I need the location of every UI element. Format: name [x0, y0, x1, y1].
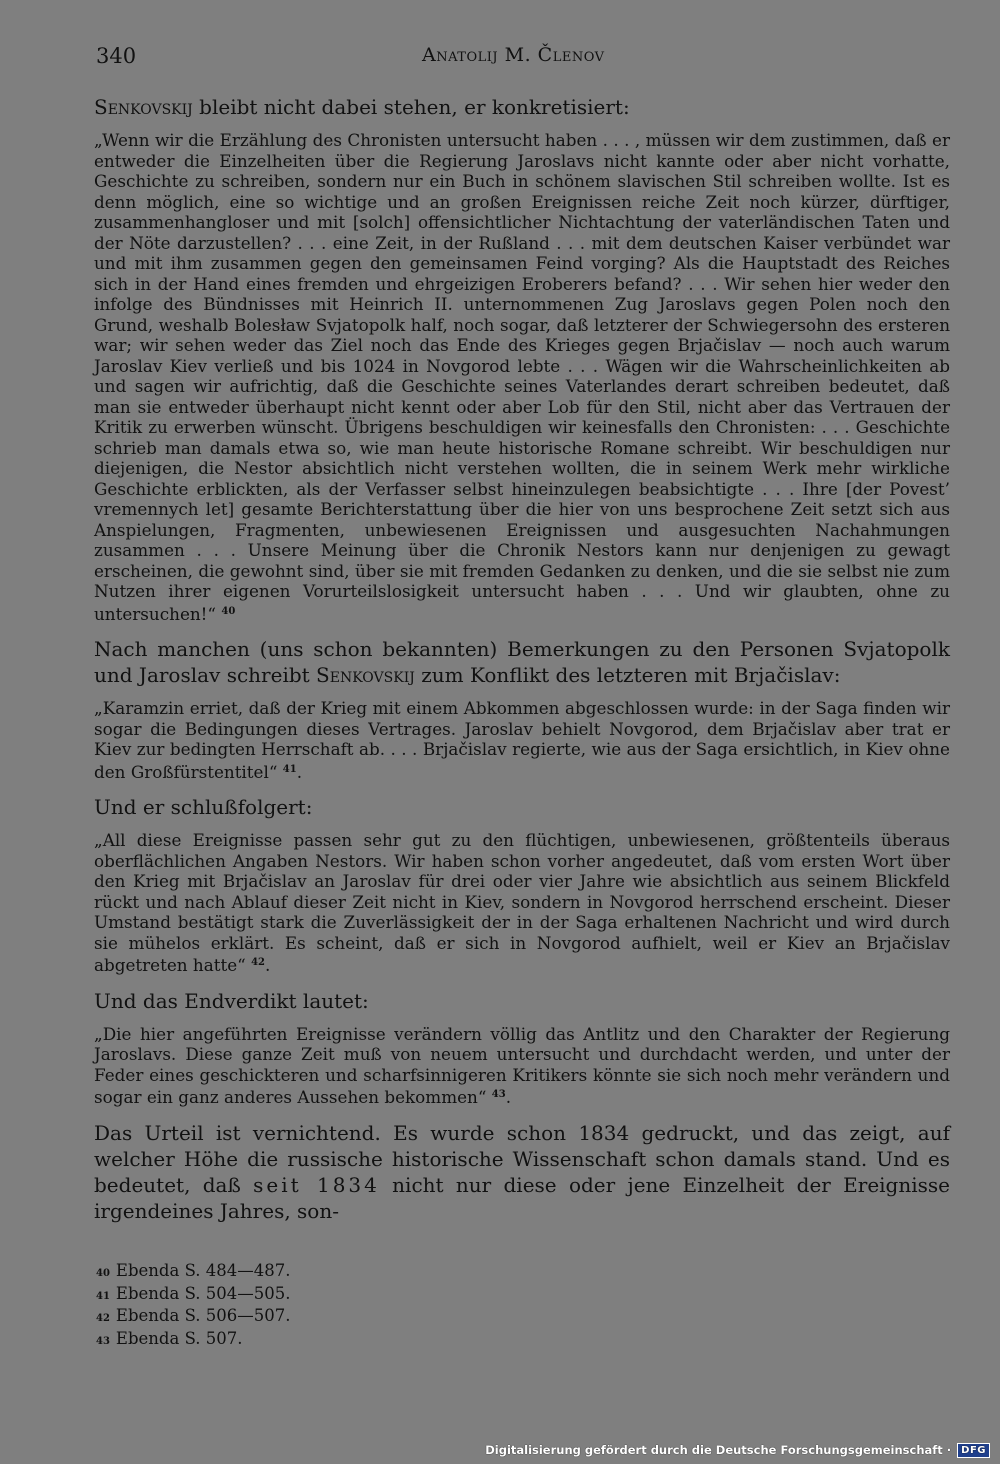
author-name-2: Senkovskij: [316, 663, 415, 687]
paragraph-intro-text: bleibt nicht dabei stehen, er konkretisiert:: [192, 95, 630, 119]
paragraph-5-text-a: Das Urteil ist vernichtend. Es wurde schon 1834 gedruckt, und das zeigt, auf welcher Höhe die russische historische Wissenschaft schon damals stand. Und es bedeutet, daß: [94, 1120, 950, 1197]
page-header: [96, 44, 951, 74]
quote-4: „Die hier angeführten Ereignisse verändern völlig das Antlitz und den Charakter der Regierung Jaroslavs. Diese ganze Zeit muß von neuem untersucht und durchdacht werden, und unter der Feder eines geschickteren und scharfsinnigeren Kritikers könnte sie sich noch mehr verändern und sogar ein ganz anderes Aussehen bekommen“ $^{43}$.: [94, 1023, 950, 1107]
paragraph-4: Und das Endverdikt lautet:: [94, 988, 369, 1013]
quote-4-text: „Die hier angeführten Ereignisse verändern völlig das Antlitz und den Charakter der Regierung Jaroslavs. Diese ganze Zeit muß von neuem untersucht und durchdacht werden, und unter der Feder eines geschickteren und scharfsinnigeren Kritikers könnte sie sich noch mehr verändern und sogar ein ganz anderes Aussehen bekommen“: [94, 1023, 950, 1107]
paragraph-intro: [94, 94, 950, 120]
digitization-credit: [485, 1440, 990, 1460]
footnote-ref-43: 43: [491, 1089, 506, 1100]
paragraph-2-text-b: zum Konflikt des letzteren mit Brjačislav:: [414, 663, 841, 687]
footnote-item: [96, 1261, 496, 1284]
footnote-ref-42: 42: [251, 957, 266, 968]
paragraph-2: [94, 636, 950, 688]
footnote-text: Ebenda S. 484—487.: [115, 1261, 291, 1280]
quote-1: [94, 130, 950, 624]
paragraph-5-text-b: nicht nur diese oder jene Einzelheit der Ereignisse irgendeines Jahres, son-: [94, 1172, 950, 1223]
footnote-item: [96, 1306, 496, 1329]
author-name: Senkovskij: [94, 95, 193, 119]
quote-2: „Karamzin erriet, daß der Krieg mit einem Abkommen abgeschlossen wurde: in der Saga finden wir sogar die Bedingungen dieses Vertrages. Jaroslav behielt Novgorod, dem Brjačislav aber trat er Kiev zur bedingten Herrschaft ab. . . . Brjačislav regierte, wie aus der Saga ersichtlich, in Kiev ohne den Großfürstentitel“ $^{41}$.: [94, 698, 950, 782]
footnote-item: [96, 1284, 496, 1307]
footnote-text: Ebenda S. 504—505.: [115, 1283, 291, 1303]
paragraph-5: [94, 1120, 950, 1224]
footnote-ref-40: 40: [221, 605, 236, 617]
footnotes: [96, 1261, 496, 1351]
quote-3-text: „All diese Ereignisse passen sehr gut zu den flüchtigen, unbewiesenen, größtenteils überaus oberflächlichen Angaben Nestors. Wir haben schon vorher angedeutet, daß vom ersten Wort über den Krieg mit Brjačislav an Jaroslav für drei oder vier Jahre wie absichtlich aus seinem Blickfeld rückt und nach Ablauf dieser Zeit nicht in Kiev, sondern in Novgorod herrschend erscheint. Dieser Umstand bestätigt stark die Zuverlässigkeit der in der Saga erhaltenen Nachricht und wird durch sie mühelos erklärt. Es scheint, daß er sich in Novgorod aufhielt, weil er Kiev an Brjačislav abgetreten hatte“: [94, 830, 950, 975]
paragraph-2-text-a: Nach manchen (uns schon bekannten) Bemerkungen zu den Personen Svjatopolk und Jaroslav schreibt: [94, 637, 950, 687]
quote-1-text: „Wenn wir die Erzählung des Chronisten untersucht haben . . . , müssen wir dem zustimmen, daß er entweder die Einzelheiten über die Regierung Jaroslavs nicht kannte oder aber nicht vorhatte, Geschichte zu schreiben, sondern nur ein Buch in schönem slavischen Stil schreiben wollte. Ist es denn möglich, eine so wichtige und an großen Ereignissen reiche Zeit noch kürzer, dürftiger, zusammenhangloser und mit [solch] offensichtlicher Nichtachtung der vaterländischen Taten und der Nöte darzustellen? . . . eine Zeit, in der Rußland . . . mit dem deutschen Kaiser verbündet war und mit ihm zusammen gegen den gemeinsamen Feind vorging? Als die Hauptstadt des Reiches sich in der Hand eines fremden und ehrgeizigen Eroberers befand? . . . Wir sehen hier weder den infolge des Bündnisses mit Heinrich II. unternommenen Zug Jaroslavs gegen Polen noch den Grund, weshalb Bolesław Svjatopolk half, noch sogar, daß letzterer der Schwiegersohn des ersteren war; wir sehen weder das Ziel noch das Ende des Krieges gegen Brjačislav — noch auch warum Jaroslav Kiev verließ und bis 1024 in Novgorod lebte . . . Wägen wir die Wahrscheinlichkeiten ab und sagen wir aufrichtig, daß die Geschichte seines Vaterlandes derart schreiben bedeutet, daß man sie entweder überhaupt nicht kennt oder aber Lob für den Stil, nicht aber das Vertrauen der Kritik zu erwerben wünscht. Übrigens beschuldigen wir keinesfalls den Chronisten: . . . Geschichte schrieb man damals etwa so, wie man heute historische Romane schreibt. Wir beschuldigen nur diejenigen, die Nestor absichtlich nicht verstehen wollten, die in seinem Werk mehr wirkliche Geschichte erblickten, als der Verfasser selbst hineinzulegen beabsichtigte . . . Ihre [der Povest’ vremennych let] gesamte Berichterstattung über die hier von uns besprochene Zeit setzt sich aus Anspielungen, Fragmenten, unbewiesenen Ereignissen und ausgesuchten Nachahmungen zusammen . . . Unsere Meinung über die Chronik Nestors kann nur denjenigen zu gewagt erscheinen, die gewohnt sind, über sie mit fremden Gedanken zu denken, und die sie selbst nie zum Nutzen ihrer eigenen Vorurteilslosigkeit untersucht haben . . . Und wir glaubten, ohne zu untersuchen!“: [94, 130, 950, 624]
running-title: Anatolij M. Členov: [422, 44, 605, 66]
quote-2-text: „Karamzin erriet, daß der Krieg mit einem Abkommen abgeschlossen wurde: in der Saga finden wir sogar die Bedingungen dieses Vertrages. Jaroslav behielt Novgorod, dem Brjačislav aber trat er Kiev zur bedingten Herrschaft ab. . . . Brjačislav regierte, wie aus der Saga ersichtlich, in Kiev ohne den Großfürstentitel“: [94, 698, 950, 782]
emphasis-spaced: seit 1834: [253, 1172, 380, 1197]
paragraph-3: Und er schlußfolgert:: [94, 795, 313, 819]
footnote-ref-41: 41: [282, 763, 297, 775]
footnote-text: Ebenda S. 507.: [115, 1328, 243, 1348]
footnote-item: [96, 1329, 496, 1352]
credit-text: Digitalisierung gefördert durch die Deutsche Forschungsgemeinschaft ·: [485, 1443, 952, 1457]
page-number: 340: [96, 44, 137, 68]
footnote-number: 40: [96, 1268, 110, 1279]
footnote-number: 41: [96, 1290, 110, 1302]
body-text: [94, 94, 950, 1234]
footnote-text: Ebenda S. 506—507.: [115, 1306, 291, 1325]
quote-3: „All diese Ereignisse passen sehr gut zu den flüchtigen, unbewiesenen, größtenteils überaus oberflächlichen Angaben Nestors. Wir haben schon vorher angedeutet, daß vom ersten Wort über den Krieg mit Brjačislav an Jaroslav für drei oder vier Jahre wie absichtlich aus seinem Blickfeld rückt und nach Ablauf dieser Zeit nicht in Kiev, sondern in Novgorod herrschend erscheint. Dieser Umstand bestätigt stark die Zuverlässigkeit der in der Saga erhaltenen Nachricht und wird durch sie mühelos erklärt. Es scheint, daß er sich in Novgorod aufhielt, weil er Kiev an Brjačislav abgetreten hatte“ $^{42}$.: [94, 830, 950, 975]
footnote-number: 42: [96, 1313, 110, 1324]
dfg-logo-icon: DFG: [957, 1443, 990, 1458]
footnote-number: 43: [96, 1335, 110, 1347]
